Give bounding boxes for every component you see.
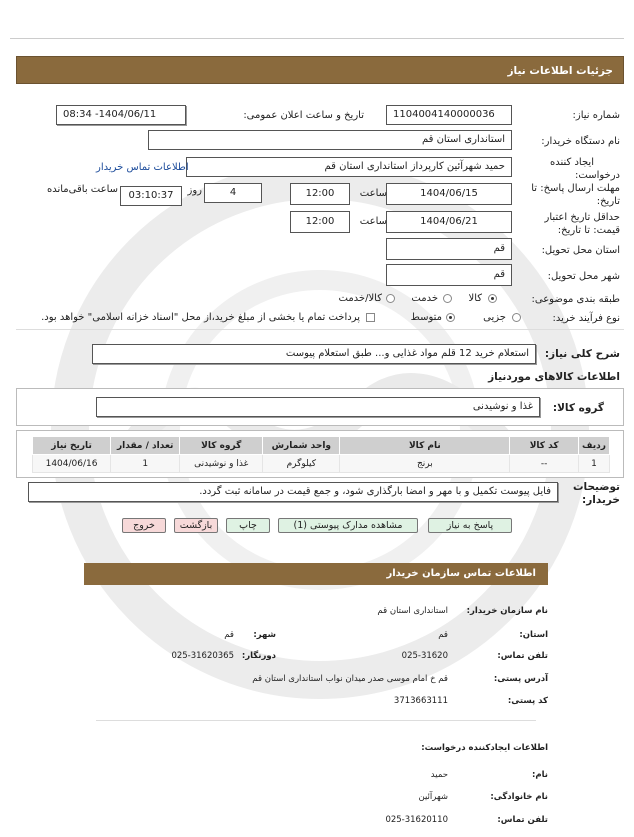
buyer-notes-label-1: توضیحات — [572, 481, 620, 493]
goods-group-field: غذا و نوشیدنی — [96, 397, 540, 417]
requester-label-2: درخواست: — [575, 170, 620, 181]
category-radio-both[interactable] — [386, 294, 395, 303]
cell-code: -- — [510, 455, 579, 473]
validity-date-field: 1404/06/21 — [386, 211, 512, 233]
buyer-org-field: استانداری استان قم — [148, 130, 512, 150]
goods-section-title: اطلاعات کالاهای موردنیاز — [488, 371, 620, 383]
contact-org-label: نام سازمان خریدار: — [466, 606, 548, 616]
form-divider — [16, 329, 624, 330]
buyer-notes-field: فایل پیوست تکمیل و با مهر و امضا بارگذاری شود، و جمع قیمت در سامانه ثبت گردد. — [28, 482, 558, 502]
city-label: شهر محل تحویل: — [547, 271, 620, 282]
contact-postal-value: 3713663111 — [393, 696, 448, 706]
attachments-button[interactable]: مشاهده مدارک پیوستی (1) — [278, 518, 418, 533]
buyer-contact-link[interactable]: اطلاعات تماس خریدار — [96, 162, 189, 173]
remaining-field: 03:10:37 — [120, 186, 182, 206]
col-qty: تعداد / مقدار — [111, 437, 180, 455]
table-row — [33, 455, 610, 473]
cell-name: برنج — [340, 455, 510, 473]
contact-city-value: قم — [224, 630, 234, 640]
category-radio-service[interactable] — [443, 294, 452, 303]
purchase-radio-small[interactable] — [512, 313, 521, 322]
contact-header: اطلاعات تماس سازمان خریدار — [84, 563, 548, 585]
validity-time-field: 12:00 — [290, 211, 350, 233]
validity-label-1: حداقل تاریخ اعتبار — [544, 212, 620, 223]
col-group: گروه کالا — [180, 437, 263, 455]
deadline-time-label: ساعت — [359, 188, 387, 199]
contact-province-value: قم — [438, 630, 448, 640]
summary-field: استعلام خرید 12 قلم مواد غذایی و... طبق استعلام پیوست — [92, 344, 536, 364]
top-divider — [10, 38, 624, 39]
requester-label-1: ایجاد کننده — [550, 157, 594, 168]
cell-row: 1 — [579, 455, 610, 473]
validity-time-label: ساعت — [359, 216, 387, 227]
treasury-checkbox[interactable] — [366, 313, 375, 322]
announce-field: 1404/06/11- 08:34 — [56, 105, 186, 125]
goods-group-label: گروه کالا: — [552, 402, 604, 414]
contact-divider — [96, 720, 536, 721]
contact-address-value: قم خ امام موسی صدر میدان نواب استانداری استان قم — [252, 674, 448, 684]
col-unit: واحد شمارش — [263, 437, 340, 455]
contact-postal-label: کد پستی: — [507, 696, 548, 706]
category-service-label: خدمت — [411, 293, 438, 304]
creator-phone-label: تلفن تماس: — [497, 815, 548, 825]
contact-fax-label: دورنگار: — [241, 651, 276, 661]
contact-province-label: استان: — [519, 630, 548, 640]
creator-name-value: حمید — [430, 770, 448, 780]
treasury-note: پرداخت تمام یا بخشی از مبلغ خرید،از محل "اسناد خزانه اسلامی" خواهد بود. — [41, 312, 360, 323]
goods-table — [32, 436, 610, 473]
need-number-field: 1104004140000036 — [386, 105, 512, 125]
summary-label: شرح کلی نیاز: — [544, 348, 620, 360]
category-radio-goods[interactable] — [488, 294, 497, 303]
deadline-date-field: 1404/06/15 — [386, 183, 512, 205]
back-button[interactable]: بازگشت — [174, 518, 218, 533]
purchase-type-label: نوع فرآیند خرید: — [552, 313, 620, 324]
requester-field: حمید شهرآئین کارپرداز استانداری استان قم — [186, 157, 512, 177]
cell-date: 1404/06/16 — [33, 455, 111, 473]
creator-phone-value: 025-31620110 — [385, 815, 448, 825]
cell-qty: 1 — [111, 455, 180, 473]
category-goods-label: کالا — [468, 293, 482, 304]
col-name: نام کالا — [340, 437, 510, 455]
deadline-label-1: مهلت ارسال پاسخ: تا — [531, 183, 620, 194]
need-number-label: شماره نیاز: — [572, 110, 620, 121]
category-both-label: کالا/خدمت — [338, 293, 382, 304]
announce-label: تاریخ و ساعت اعلان عمومی: — [243, 110, 364, 121]
buyer-org-label: نام دستگاه خریدار: — [541, 136, 620, 147]
contact-org-value: استانداری استان قم — [377, 606, 448, 616]
creator-family-label: نام خانوادگی: — [490, 792, 548, 802]
category-label: طبقه بندی موضوعی: — [531, 294, 620, 305]
goods-table-header — [33, 437, 610, 455]
deadline-label-2: تاریخ: — [596, 196, 620, 207]
purchase-medium-label: متوسط — [410, 312, 442, 323]
cell-group: غذا و نوشیدنی — [180, 455, 263, 473]
contact-fax-value: 025-31620365 — [171, 651, 234, 661]
days-field: 4 — [204, 183, 262, 203]
province-label: استان محل تحویل: — [541, 245, 620, 256]
city-field: قم — [386, 264, 512, 286]
creator-title: اطلاعات ایجادکننده درخواست: — [421, 743, 548, 753]
contact-phone-label: تلفن تماس: — [497, 651, 548, 661]
buyer-notes-label-2: خریدار: — [582, 494, 620, 506]
col-date: تاریخ نیاز — [33, 437, 111, 455]
remaining-label: ساعت باقی‌مانده — [46, 184, 118, 195]
contact-city-label: شهر: — [253, 630, 276, 640]
contact-address-label: آدرس پستی: — [493, 674, 548, 684]
print-button[interactable]: چاپ — [226, 518, 270, 533]
exit-button[interactable]: خروج — [122, 518, 166, 533]
validity-label-2: قیمت: تا تاریخ: — [557, 225, 620, 236]
page-header: جزئیات اطلاعات نیاز — [16, 56, 624, 84]
creator-family-value: شهرآئین — [418, 792, 448, 802]
purchase-small-label: جزیی — [483, 312, 506, 323]
days-label: روز — [187, 185, 202, 196]
contact-phone-value: 025-31620 — [401, 651, 448, 661]
province-field: قم — [386, 238, 512, 260]
col-row: ردیف — [579, 437, 610, 455]
col-code: کد کالا — [510, 437, 579, 455]
deadline-time-field: 12:00 — [290, 183, 350, 205]
reply-button[interactable]: پاسخ به نیاز — [428, 518, 512, 533]
cell-unit: کیلوگرم — [263, 455, 340, 473]
purchase-radio-medium[interactable] — [446, 313, 455, 322]
creator-name-label: نام: — [531, 770, 548, 780]
